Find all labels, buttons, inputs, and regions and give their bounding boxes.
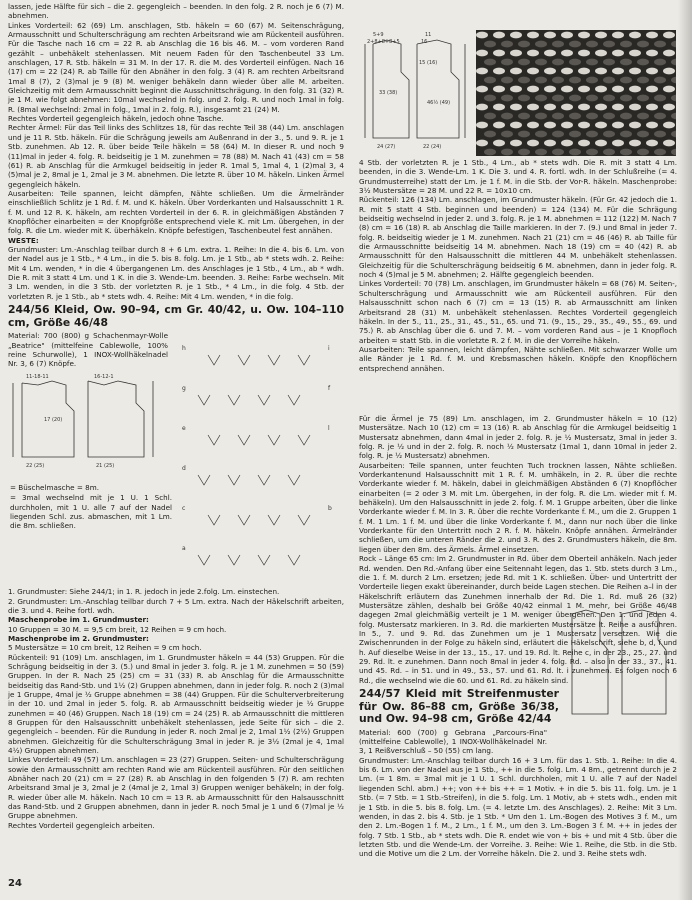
- kleid-text-3: 10 Gruppen = 30 M. = 9,5 cm breit, 12 Reihen = 9 cm hoch.: [8, 624, 227, 634]
- kleid-text-0: 1. Grundmuster: Siehe 244/1; in 1. R. jedoch in jede 2.folg. Lm. einstechen.: [8, 587, 280, 597]
- swatch-stitch: [527, 32, 539, 39]
- swatch-stitch: [595, 140, 607, 147]
- swatch-stitch: [484, 149, 496, 156]
- kleid-material-block: [8, 331, 344, 587]
- swatch-stitch: [484, 95, 496, 102]
- swatch-stitch: [578, 140, 590, 147]
- swatch-stitch: [493, 140, 505, 147]
- swatch-stitch: [501, 131, 513, 138]
- swatch-stitch: [603, 41, 615, 48]
- swatch-stitch: [527, 68, 539, 75]
- swatch-stitch: [569, 113, 581, 120]
- swatch-stitch: [586, 113, 598, 120]
- swatch-stitch: [561, 68, 573, 75]
- dim-label-2: 2+8+8+8+5: [367, 39, 400, 45]
- swatch-stitch: [663, 104, 675, 111]
- legend-bueschelmasche: = Büschelmasche = 8m.: [10, 483, 99, 493]
- swatch-stitch: [484, 59, 496, 66]
- page-number: 24: [8, 878, 22, 889]
- kleid-text-5: 5 Mustersätze = 10 cm breit, 12 Reihen = 9 cm hoch.: [8, 643, 202, 653]
- swatch-stitch: [663, 140, 675, 147]
- kleid-57-material: Material: 600 (700) g Gebrana „Parcours-Fina" (mittelfeine Cablewolle), 1 INOX-Wollhäkelnadel Nr. 3, 1 Reißverschluß – 50 (55) cm lang.: [359, 727, 547, 756]
- right-paragraph-0: Für die Ärmel je 75 (89) Lm. anschlagen, im 2. Grundmuster häkeln = 10 (12) Mustersätze. Nach 10 (12) cm = 13 (16) R. ab Anschlag für die Armkugel beidseitig 1 Mustersatz abnehmen, dann 4mal in jeder 2. folg. R. je ½ Mustersatz, 3mal in jeder 3. folg. R. je ½ und in der 2. folg. R. noch ½ Mustersatz (1mal 1, dann 10mal in jeder 2. folg. R. je ½ Mustersatz) abnehmen.: [359, 414, 677, 461]
- swatch-stitch: [561, 140, 573, 147]
- swatch-stitch: [603, 113, 615, 120]
- swatch-stitch: [620, 113, 632, 120]
- swatch-stitch: [476, 68, 488, 75]
- swatch-stitch: [476, 86, 488, 93]
- swatch-stitch: [646, 104, 658, 111]
- svg-text:e: e: [182, 425, 186, 433]
- swatch-stitch: [603, 77, 615, 84]
- swatch-stitch: [637, 95, 649, 102]
- swatch-stitch: [501, 113, 513, 120]
- intro-paragraph-0: lassen, jede Hälfte für sich – die 2. gegengleich – beenden. In den folg. 2 R. noch je 6 (7) M. abnehmen.: [8, 2, 344, 21]
- swatch-stitch: [501, 77, 513, 84]
- svg-text:i: i: [328, 345, 330, 353]
- swatch-stitch: [612, 32, 624, 39]
- swatch-stitch: [646, 68, 658, 75]
- swatch-stitch: [518, 149, 530, 156]
- swatch-stitch: [476, 50, 488, 57]
- swatch-stitch: [629, 140, 641, 147]
- swatch-stitch: [527, 122, 539, 129]
- swatch-stitch: [476, 140, 488, 147]
- right-top-paragraph-2: Linkes Vorderteil: 70 (78) Lm. anschlagen, im Grundmuster häkeln = 68 (76) M. Seiten-, Schulterschrägung und Armausschnitt wie am Rückenteil ausführen. Für den Halsausschnitt schon nach 6 (7) cm = 13 (15) R. ab Armausschnitt am linken Arbeitsrand 28 (31) M. unbehäkelt stehenlassen. Rechtes Vorderteil gegengleich häkeln. In der 5., 11., 25., 31., 45., 51., 65. und 71. (9., 15., 29., 35., 49., 55., 69. und 75.) R. ab Anschlag über die 6. und 7. M. – vom vorderen Rand aus – je 1 Knopfloch arbeiten = statt Stb. in die vorletzte R. 2 f. M. in die der Vorreihe häkeln.: [359, 279, 677, 345]
- swatch-stitch: [663, 50, 675, 57]
- right-paragraph-1: Ausarbeiten: Teile spannen, unter feuchten Tuch trocknen lassen, Nähte schließen. Vorderkantenund Halsausschnitt mit 1 R. f. M. umhäkeln, in 2. R. über die rechte Vorderkante wieder f. M. häkeln, dabei in gleichmäßigen Abständen 6 (7) Knopflöcher einarbeiten (= 2 oder 3 M. mit Lm. übergehen, in der folg. R. die Lm. wieder mit f. M. behäkeln). Um den Halsausschnitt in jede 2. folg. f. M. 1 Gruppe arbeiten, über die linke Vorderkante wieder f. M. In 3. R. über die rechte Vorderkante f. M., um die 2. Gruppen 1 f. M. 1 Lm. 1 f. M. und über die linke Vorderkante f. M., dann nur noch über die linke Vorderkante für den Untertritt noch 2 R. f. M. häkeln. Knöpfe annähen. Ärmelränder schließen, um die unteren Ränder die 2. und 3. R. des 2. Grundmusters häkeln, die 8m. liegen über den 8m. des Ärmels. Ärmel einsetzen.: [359, 460, 677, 554]
- swatch-stitch: [561, 86, 573, 93]
- svg-text:d: d: [182, 465, 186, 473]
- swatch-stitch: [501, 149, 513, 156]
- page-edge-shadow: [678, 0, 692, 900]
- swatch-stitch: [527, 50, 539, 57]
- kleid-57-text: Grundmuster: Lm.-Anschlag teilbar durch 16 + 3 Lm. für das 1. Stb. 1. Reihe: In die 4. bis 6. Lm. von der Nadel aus je 1 Stb., ++ in die 5. folg. Lm. 4 8m., getrennt durch je 2 Lm. (= 1 8m. = 3mal mit je 1 U. 1 Schl. durchholen, mit 1 U. alle 7 auf der Nadel liegenden Schl. abm.) ++; von ++ bis ++ = 1 Motiv. + in die 5. bis 11. folg. Lm. je 1 Stb. (= 7 Stb. = 1 Stb.-Streifen), in die 5. folg. Lm. 1 Motiv, ab + stets wdh., enden mit je 1 Stb. in die 5. bis 8. folg. Lm. (= 4. letzte Lm. des Anschlages). 2. Reihe: Mit 3 Lm. wenden, in das 2. bis 4. Stb. je 1 Stb. * Um den 1. Lm.-Bogen des Motives 3 f. M., um den 2. Lm.-Bogen 1 f. M., 2 Lm., 1 f. M., um den 3. Lm.-Bogen 3 f. M. ++ in jedes der folg. 7 Stb. 1 Stb., ab * stets wdh. Die R. endet wie von + bis + und mit 4 Stb. über die letzten Stb. und die Wende-Lm. der Vorreihe. 3. Reihe: Wie 1. Reihe, die Stb. in die Stb. und die Motive um die 2 Lm. der Vorreihe häkeln. Die 2. und 3. Reihe stets wdh.: [359, 755, 677, 859]
- swatch-stitch: [501, 59, 513, 66]
- legend-explanation: = 3mal wechselnd mit je 1 U. 1 Schl. durchholen, mit 1 U. alle 7 auf der Nadel liegenden Schl. zus. abmaschen, mit 1 Lm. die 8m. schließen.: [10, 493, 172, 531]
- kleid-text-2: Maschenprobe im 1. Grundmuster:: [8, 615, 149, 625]
- swatch-stitch: [629, 122, 641, 129]
- svg-text:16-12-1: 16-12-1: [94, 374, 114, 381]
- swatch-stitch: [544, 32, 556, 39]
- swatch-stitch: [578, 68, 590, 75]
- swatch-stitch: [535, 149, 547, 156]
- swatch-stitch: [663, 122, 675, 129]
- right-paragraph-2: Rock – Länge 65 cm: Im 2. Grundmuster in Rd. über dem Oberteil anhäkeln. Nach jeder Rd. wenden. Den Rd.-Anfang über eine Seitennaht legen, das 1. Stb. stets durch 3 Lm., die 1. f. M. durch 2 Lm. ersetzen; jede Rd. mit 1 K. schließen. Über- und Untertritt der Vorderteile liegen exakt übereinander, durch beide Lagen stechen. Die Reihen a–l in der Häkelschrift erläutern das Zunehmen innerhalb der Rd. Die 1. Rd. muß 26 (32) Mustersätze zählen, deshalb bei Größe 40/42 einmal 1 M. mehr, bei Größe 46/48 dagegen 2mal gleichmäßig verteilt je 1 M. weniger übergehen. Den 1. und jeden 4. folg. Mustersatz markieren. In 3. Rd. die markierten Mustersätze lt. Reihe a ausführen. In 5., 7. und 9. Rd. das Zunehmen um je 1 Mustersatz versetzen. Wie die Zwischenrunden in der Folge zu häkeln sind, erläutert die Häkelschrift, siehe b, d, f und h. Auf dieselbe Weise in der 13., 15., 17. und 19. Rd. lt. Reihe c, in der 23., 25., 27. und 29. Rd. lt. e zunehmen. Dann noch 8mal in jeder 4. folg. Rd. – also in der 33., 37., 41. und 45. Rd. – in 51. und in 49., 53., 57. und 61. Rd. lt. i zunehmen. Es folgen noch 6 Rd., die wechselnd wie die 60. und 61. Rd. zu häkeln sind.: [359, 554, 677, 685]
- schnitt-diagram-244-57: [562, 604, 680, 726]
- swatch-stitch: [595, 104, 607, 111]
- swatch-stitch: [654, 77, 666, 84]
- swatch-stitch: [578, 86, 590, 93]
- swatch-stitch: [544, 104, 556, 111]
- schnitt-diagram-244-56: [8, 371, 158, 476]
- swatch-stitch: [612, 86, 624, 93]
- swatch-stitch: [561, 104, 573, 111]
- swatch-stitch: [569, 59, 581, 66]
- swatch-stitch: [637, 77, 649, 84]
- swatch-stitch: [603, 131, 615, 138]
- swatch-stitch: [493, 122, 505, 129]
- swatch-stitch: [527, 104, 539, 111]
- swatch-stitch: [552, 77, 564, 84]
- swatch-stitch: [578, 50, 590, 57]
- swatch-stitch: [603, 149, 615, 156]
- swatch-stitch: [552, 149, 564, 156]
- swatch-stitch: [595, 32, 607, 39]
- swatch-stitch: [501, 41, 513, 48]
- swatch-stitch: [646, 122, 658, 129]
- swatch-stitch: [544, 140, 556, 147]
- swatch-stitch: [518, 113, 530, 120]
- swatch-stitch: [612, 104, 624, 111]
- svg-text:11-18-11: 11-18-11: [26, 374, 49, 381]
- swatch-stitch: [629, 32, 641, 39]
- swatch-stitch: [510, 104, 522, 111]
- swatch-stitch: [510, 68, 522, 75]
- right-top-paragraph-0: 4 Stb. der vorletzten R. je 1 Stb., 4 Lm., ab * stets wdh. Die R. mit 3 statt 4 Lm. beenden, in die 3. Wende-Lm. 1 K. Die 3. und 4. R. fortl. wdh. In der Schlußreihe (= 4. Grundmusterreihe) statt der Lm. je 1 f. M. in die Stb. der Vor-R. häkeln. Maschenprobe: 3½ Mustersätze = 28 M. und 22 R. = 10x10 cm.: [359, 158, 677, 196]
- swatch-stitch: [561, 122, 573, 129]
- swatch-stitch: [527, 86, 539, 93]
- swatch-stitch: [620, 149, 632, 156]
- swatch-stitch: [476, 104, 488, 111]
- swatch-stitch: [493, 50, 505, 57]
- right-top-text: [359, 158, 677, 373]
- swatch-stitch: [586, 95, 598, 102]
- swatch-stitch: [493, 104, 505, 111]
- dim-label-0: 5+9: [373, 32, 384, 38]
- swatch-stitch: [646, 32, 658, 39]
- swatch-stitch: [527, 140, 539, 147]
- swatch-stitch: [552, 41, 564, 48]
- swatch-stitch: [629, 50, 641, 57]
- swatch-stitch: [484, 113, 496, 120]
- swatch-stitch: [637, 131, 649, 138]
- swatch-stitch: [518, 41, 530, 48]
- kleid-244-57-heading: 244/57 Kleid mit Streifenmuster für Ow. 86–88 cm, Größe 36/38, und Ow. 94–98 cm, Größe 42/44: [359, 686, 559, 726]
- swatch-stitch: [518, 95, 530, 102]
- swatch-stitch: [595, 122, 607, 129]
- swatch-stitch: [493, 86, 505, 93]
- swatch-stitch: [569, 95, 581, 102]
- swatch-stitch: [637, 113, 649, 120]
- svg-text:h: h: [182, 345, 186, 353]
- swatch-stitch: [654, 59, 666, 66]
- swatch-stitch: [595, 50, 607, 57]
- swatch-stitch: [637, 41, 649, 48]
- swatch-stitch: [544, 50, 556, 57]
- swatch-stitch: [510, 50, 522, 57]
- dim-label-3: 16: [421, 39, 428, 45]
- swatch-stitch: [569, 41, 581, 48]
- svg-text:f: f: [328, 385, 331, 393]
- intro-paragraph-2: Rechtes Vorderteil gegengleich häkeln, jedoch ohne Tasche.: [8, 114, 224, 124]
- swatch-stitch: [586, 77, 598, 84]
- swatch-stitch: [510, 32, 522, 39]
- swatch-stitch: [629, 104, 641, 111]
- swatch-stitch: [595, 86, 607, 93]
- swatch-stitch: [535, 59, 547, 66]
- swatch-stitch: [484, 41, 496, 48]
- svg-text:b: b: [328, 505, 332, 513]
- right-top-paragraph-1: Rückenteil: 126 (134) Lm. anschlagen, im Grundmuster häkeln. (Für Gr. 42 jedoch die 1. R. mit 5 statt 4 Stb. beginnen und beenden) = 124 (134) M. Für die Schrägung beidseitig wechselnd in jeder 2. und 3. folg. R. je 1 M. abnehmen = 112 (122) M. Nach 7 (8) cm = 16 (18) R. ab Anschlag die Taille markieren. In der 7. (9.) und 8mal in jeder 7. folg. R. beidseitig wieder je 1 M. zunehmen. Nach 21 (21) cm = 46 (46) R. ab Taille für die Armausschnitte beidseitig 14 M. abnehmen. Nach 18 (19) cm = 40 (42) R. ab Armausschnitt für den Halsausschnitt die mittleren 44 M. unbehäkelt stehenlassen. Gleichzeitig für die Schulterschrägung beidseitig 6 M. abnehmen, dann in jeder folg. R. noch 4 (5)mal je 5 M. abnehmen; 2. Hälfte gegengleich beenden.: [359, 195, 677, 280]
- svg-text:g: g: [182, 385, 186, 393]
- swatch-stitch: [629, 86, 641, 93]
- swatch-stitch: [535, 77, 547, 84]
- dim-label-4: 33 (38): [379, 90, 398, 96]
- swatch-stitch: [510, 122, 522, 129]
- swatch-stitch: [586, 59, 598, 66]
- intro-paragraph-1: Linkes Vorderteil: 62 (69) Lm. anschlagen, Stb. häkeln = 60 (67) M. Seitenschrägung, Armausschnitt und Schulterschrägung am rechten Arbeitsrand wie am Rückenteil ausführen. Für die Tasche nach 16 cm = 22 R. ab Anschlag die 16 bis 46. M. – vom vorderen Rand gezählt – unbehäkelt stehenlassen. Mit neuem Faden für den Taschenbeutel 33 Lm. anschlagen, 17 R. Stb. häkeln = 31 M. In der 17. R. die M. des Vorderteil einfügen. Nach 16 (17) cm = 22 (24) R. ab Taille für den Abnäher in den folg. 3 (4) R. am rechten Arbeitsrand 1mal 8 (7), 2 (3)mal je 9 (8) M. weniger behäkeln dann wieder über alle M. arbeiten. Gleichzeitig mit dem Armausschnitt beginnt die Ausschnittschrägung. In den folg. 31 (32) R. je 1 M. wie folgt abnehmen: 10mal wechselnd in folg. und 2. folg. R. und noch 1mal in folg. R. (8mal wechselnd: 2mal in folg., 1mal in 2. folg. R.), insgesamt 21 (24) M.: [8, 20, 344, 114]
- swatch-stitch: [552, 95, 564, 102]
- swatch-stitch: [620, 131, 632, 138]
- kleid-material: Material: 700 (800) g Schachenmayr-Wolle „Beatrice" (mittelfeine Cablewolle, 100% reine Schurwolle), 1 INOX-Wollhäkelnadel Nr. 3, 6 (7) Knöpfe.: [8, 331, 168, 369]
- schnitt-diagram-weste: [359, 30, 471, 156]
- swatch-stitch: [637, 149, 649, 156]
- left-column: [8, 2, 344, 830]
- dim-label-5: 15 (16): [419, 60, 438, 66]
- kleid-text-7: Linkes Vorderteil: 49 (57) Lm. anschlagen = 23 (27) Gruppen. Seiten- und Schulterschrägung sowie den Armausschnitt am rechten Rand wie am Rückenteil ausführen. Für den seitlichen Abnäher nach 20 (21) cm = 27 (28) R. ab Anschlag in den folgenden 5 (7) R. am rechten Arbeitsrand 3mal je 3, 2mal je 2 (4mal je 2, 1mal 3) Gruppen weniger behäkeln; in der folg. R. wieder über alle M. häkeln. Nach 10 cm = 13 R. ab Armausschnitt für den Halsausschnitt das Rand-Stb. und 2 Gruppen abnehmen, dann in jeder R. noch 5mal je 1 und 6 (7)mal je ½ Gruppe abnehmen.: [8, 755, 344, 821]
- dim-label-6: 46½ (49): [427, 100, 451, 106]
- swatch-stitch: [646, 140, 658, 147]
- swatch-stitch: [578, 32, 590, 39]
- svg-text:c: c: [182, 505, 186, 513]
- right-top-paragraph-3: Ausarbeiten: Teile spannen, leicht dämpfen, Nähte schließen. Mit schwarzer Wolle um alle Ränder je 1 Rd. f. M. und Krebsmaschen häkeln. Knöpfe den Knopflöchern entsprechend annähen.: [359, 344, 677, 373]
- swatch-stitch: [569, 131, 581, 138]
- swatch-stitch: [595, 68, 607, 75]
- dim-label-8: 22 (24): [423, 144, 442, 150]
- swatch-stitch: [535, 41, 547, 48]
- swatch-stitch: [620, 59, 632, 66]
- swatch-stitch: [612, 122, 624, 129]
- swatch-stitch: [654, 131, 666, 138]
- swatch-stitch: [569, 77, 581, 84]
- kleid-text-8: Rechtes Vorderteil gegengleich arbeiten.: [8, 820, 155, 830]
- swatch-stitch: [493, 68, 505, 75]
- swatch-stitch: [578, 104, 590, 111]
- swatch-stitch: [612, 140, 624, 147]
- swatch-stitch: [552, 59, 564, 66]
- swatch-stitch: [578, 122, 590, 129]
- svg-text:a: a: [182, 545, 186, 553]
- swatch-stitch: [586, 131, 598, 138]
- swatch-stitch: [586, 149, 598, 156]
- svg-text:17 (20): 17 (20): [44, 417, 63, 424]
- swatch-stitch: [493, 32, 505, 39]
- swatch-stitch: [654, 149, 666, 156]
- swatch-stitch: [654, 113, 666, 120]
- swatch-stitch: [612, 50, 624, 57]
- swatch-stitch: [476, 32, 488, 39]
- swatch-stitch: [535, 95, 547, 102]
- kleid-text-4: Maschenprobe im 2. Grundmuster:: [8, 633, 149, 643]
- swatch-stitch: [586, 41, 598, 48]
- swatch-stitch: [552, 113, 564, 120]
- swatch-stitch: [535, 131, 547, 138]
- swatch-stitch: [501, 95, 513, 102]
- swatch-stitch: [510, 86, 522, 93]
- swatch-stitch: [612, 68, 624, 75]
- swatch-stitch: [654, 95, 666, 102]
- swatch-stitch: [663, 32, 675, 39]
- swatch-stitch: [663, 86, 675, 93]
- swatch-stitch: [484, 131, 496, 138]
- svg-text:l: l: [328, 425, 330, 433]
- swatch-stitch: [518, 59, 530, 66]
- swatch-stitch: [510, 140, 522, 147]
- intro-paragraph-3: Rechter Ärmel: Für das Teil links des Schlitzes 18, für das rechte Teil 38 (44) Lm. anschlagen und je 11 R. Stb. häkeln. Für die Schrägung jeweils am Außenrand in der 3., 5. und 9. R. je 1 Stb. zunehmen. Ab 12. R. über beide Teile häkeln = 58 (64) M. In dieser R. und noch 9 (11)mal in jeder 4. folg. R. beidseitig je 1 M. zunehmen = 78 (88) M. Nach 41 (43) cm = 58 (61) R. ab Anschlag für die Armkugel beidseitig in jeder R. 1mal 5, 1mal 4, 1 (2)mal 3, 4 (5)mal je 2, 8mal je 1, 2mal je 3 M. abnehmen. Die letzte R. über 10 M. häkeln. Linken Ärmel gegengleich häkeln.: [8, 123, 344, 189]
- swatch-stitch: [646, 86, 658, 93]
- swatch-stitch: [561, 50, 573, 57]
- svg-text:22 (25): 22 (25): [26, 463, 45, 470]
- swatch-stitch: [561, 32, 573, 39]
- swatch-stitch: [620, 41, 632, 48]
- swatch-stitch: [484, 77, 496, 84]
- swatch-stitch: [476, 122, 488, 129]
- swatch-stitch: [535, 113, 547, 120]
- swatch-stitch: [569, 149, 581, 156]
- swatch-stitch: [544, 86, 556, 93]
- swatch-stitch: [544, 122, 556, 129]
- swatch-stitch: [629, 68, 641, 75]
- swatch-stitch: [518, 77, 530, 84]
- intro-paragraph-4: Ausarbeiten: Teile spannen, leicht dämpfen, Nähte schließen. Um die Ärmelränder einschließlich Schlitz je 1 Rd. f. M. und K. häkeln. Über Vorderkanten und Halsausschnitt 1 R. f. M. und 12 R. K. häkeln, am rechten Vorderteil in der 6. R. in gleichmäßigen Abständen 7 Knopflöcher einarbeiten = der Knopfgröße entsprechend viele K. mit Lm. übergehen, in der folg. R. die Lm. wieder mit K. überhäkeln. Knöpfe befestigen, Taschenbeutel fest annähen.: [8, 188, 344, 236]
- kleid-text-1: 2. Grundmuster: Lm.-Anschlag teilbar durch 7 + 5 Lm. extra. Nach der Häkelschrift arbeiten, die 3. und 4. Reihe fortl. wdh.: [8, 596, 344, 615]
- kleid-244-56-heading: 244/56 Kleid, Ow. 90–94, cm Gr. 40/42, u. Ow. 104–110 cm, Größe 46/48: [8, 303, 344, 329]
- swatch-stitch: [620, 95, 632, 102]
- weste-knit-swatch: [476, 30, 676, 156]
- dim-label-1: 11: [425, 32, 432, 38]
- swatch-stitch: [620, 77, 632, 84]
- swatch-stitch: [663, 68, 675, 75]
- swatch-stitch: [603, 95, 615, 102]
- swatch-stitch: [654, 41, 666, 48]
- kleid-text-6: Rückenteil: 91 (109) Lm. anschlagen, im 1. Grundmuster häkeln = 44 (53) Gruppen. Für die Schrägung beidseitig in der 3. (5.) und 8mal in jeder 3. folg. R. je 1 M. zunehmen = 50 (59) Gruppen. In der R. Nach 25 (25) cm = 31 (33) R. ab Anschlag für die Armausschnitte beidseitig das Rand-Stb. und 1½ (2) Gruppen abnehmen, dann in jeder folg. R. noch 2 (3)mal je 1 Gruppe, 4mal je ½ Gruppe abnehmen = 38 (44) Gruppen. Für die Schulterverbreiterung in der 10. und 2mal in jeder 5. folg. R. ab Armausschnitt beidseitig wieder je ½ Gruppe zunehmen = 40 (46) Gruppen. Nach 18 (19) cm = 24 (25) R. ab Armausschnitt die mittleren 8 Gruppen für den Halsausschnitt unbehäkelt stehenlassen, jede Seite für sich – die 2. gegengleich – beenden. Für die Rundung in jeder R. noch 2mal je 2, 1mal 1½ (2½) Gruppen abnehmen. Gleichzeitig für die Schulterschrägung 3mal in jeder R. je 3½ (2mal je 4, 1mal 4½) Gruppen abnehmen.: [8, 652, 344, 756]
- swatch-stitch: [646, 50, 658, 57]
- swatch-stitch: [544, 68, 556, 75]
- swatch-stitch: [603, 59, 615, 66]
- dim-label-7: 24 (27): [377, 144, 396, 150]
- swatch-stitch: [518, 131, 530, 138]
- haekelschrift-chart: [178, 335, 344, 579]
- svg-text:21 (25): 21 (25): [96, 463, 115, 470]
- weste-heading: WESTE:: [8, 235, 39, 245]
- swatch-stitch: [637, 59, 649, 66]
- swatch-stitch: [552, 131, 564, 138]
- intro-paragraph-6: Grundmuster: Lm.-Anschlag teilbar durch 8 + 6 Lm. extra. 1. Reihe: In die 4. bis 6. Lm. von der Nadel aus je 1 Stb., * 4 Lm., in die 5. bis 8. folg. Lm. je 1 Stb., ab * stets wdh. 2. Reihe: Mit 4 Lm. wenden, * in die 4 übergangenen Lm. des Anschlages je 1 Stb., 4 Lm., ab * wdh. Die R. mit 3 statt 4 Lm. und 1 K. in die 3. Wende-Lm. beenden. 3. Reihe: Farbe wechseln. Mit 3 Lm. wenden, in die 3 Stb. der vorletzten R. je 1 Stb., * 4 Lm., in die folg. 4 Stb. der vorletzten R. je 1 Stb., ab * stets wdh. 4. Reihe: Mit 4 Lm. wenden, * in die folg.: [8, 244, 344, 301]
